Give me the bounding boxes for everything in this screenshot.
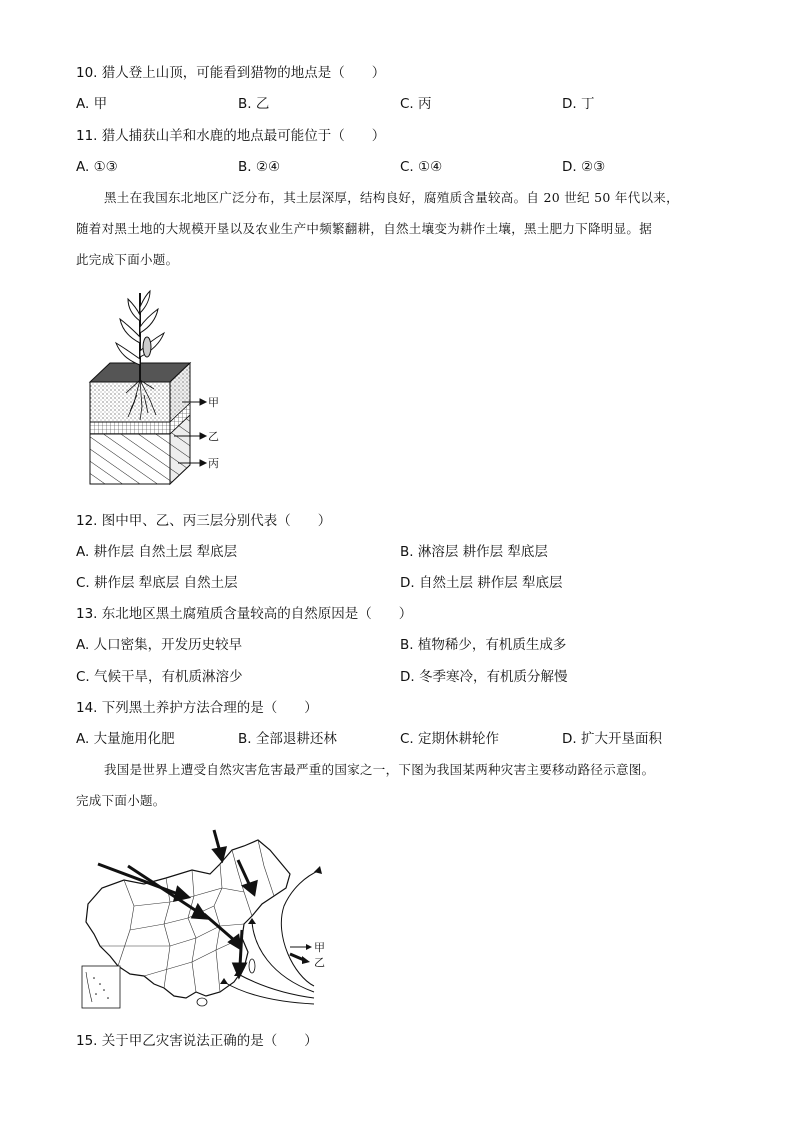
q15-stem: 15. 关于甲乙灾害说法正确的是（ ）: [76, 1033, 318, 1049]
q12-stem: 12. 图中甲、乙、丙三层分别代表（ ）: [76, 513, 332, 529]
south-china-sea-inset: [82, 966, 120, 1008]
q14-option-d[interactable]: D. 扩大开垦面积: [562, 731, 662, 747]
q12-option-b[interactable]: B. 淋溶层 耕作层 犁底层: [400, 544, 548, 560]
passage2-line-2: 完成下面小题。: [76, 793, 166, 808]
q13-option-c[interactable]: C. 气候干旱，有机质淋溶少: [76, 669, 243, 685]
q13-option-a[interactable]: A. 人口密集，开发历史较早: [76, 637, 243, 653]
q10-stem: 10. 猎人登上山顶，可能看到猎物的地点是（ ）: [76, 65, 386, 81]
layer-label-bing: 丙: [208, 457, 219, 470]
q10-option-a[interactable]: A. 甲: [76, 96, 108, 112]
q13-stem: 13. 东北地区黑土腐殖质含量较高的自然原因是（ ）: [76, 606, 413, 622]
passage1-line-3: 此完成下面小题。: [76, 252, 179, 267]
legend-label-jia: 甲: [314, 941, 325, 954]
legend-label-yi: 乙: [314, 956, 325, 969]
q12-option-d[interactable]: D. 自然土层 耕作层 犁底层: [400, 575, 563, 591]
q10-option-c[interactable]: C. 丙: [400, 96, 432, 112]
china-disaster-map: [74, 826, 334, 1016]
map-legend: [290, 941, 325, 969]
q11-option-a[interactable]: A. ①③: [76, 159, 118, 175]
q14-stem: 14. 下列黑土养护方法合理的是（ ）: [76, 700, 318, 716]
q11-option-c[interactable]: C. ①④: [400, 159, 443, 175]
q11-stem: 11. 猎人捕获山羊和水鹿的地点最可能位于（ ）: [76, 128, 386, 144]
layer-label-jia: 甲: [208, 396, 219, 409]
q14-option-c[interactable]: C. 定期休耕轮作: [400, 731, 500, 747]
layer-label-yi: 乙: [208, 430, 219, 443]
q13-option-b[interactable]: B. 植物稀少，有机质生成多: [400, 637, 567, 653]
passage1-line-1: 黑土在我国东北地区广泛分布，其土层深厚，结构良好，腐殖质含量较高。自 20 世纪 50 年代以来，: [104, 190, 679, 205]
q13-option-d[interactable]: D. 冬季寒冷，有机质分解慢: [400, 669, 568, 685]
soil-profile-figure: [82, 285, 242, 510]
q11-option-d[interactable]: D. ②③: [562, 159, 606, 175]
q14-option-b[interactable]: B. 全部退耕还林: [238, 731, 337, 747]
q12-option-a[interactable]: A. 耕作层 自然土层 犁底层: [76, 544, 238, 560]
q10-option-b[interactable]: B. 乙: [238, 96, 270, 112]
passage2-line-1: 我国是世界上遭受自然灾害危害最严重的国家之一，下图为我国某两种灾害主要移动路径示意图。: [104, 762, 655, 777]
q12-option-c[interactable]: C. 耕作层 犁底层 自然土层: [76, 575, 238, 591]
passage1-line-2: 随着对黑土地的大规模开垦以及农业生产中频繁翻耕，自然土壤变为耕作土壤，黑土肥力下降明显。据: [76, 221, 653, 236]
q11-option-b[interactable]: B. ②④: [238, 159, 281, 175]
q10-option-d[interactable]: D. 丁: [562, 96, 595, 112]
q14-option-a[interactable]: A. 大量施用化肥: [76, 731, 175, 747]
